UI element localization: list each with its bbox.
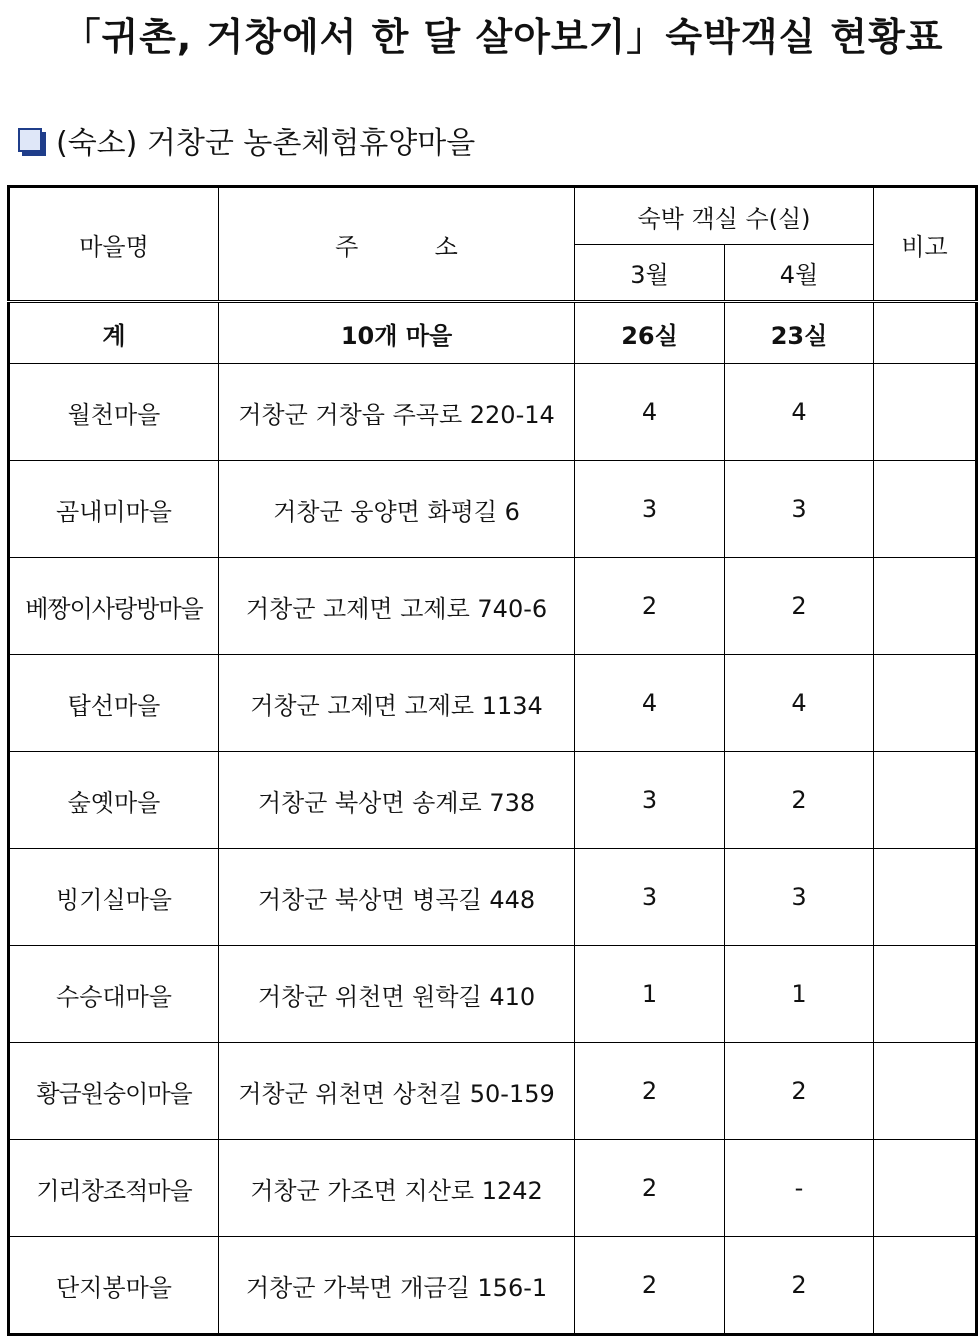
total-note [874, 302, 977, 364]
header-april: 4월 [725, 245, 874, 302]
rooms-april: 2 [725, 1043, 874, 1140]
table-row [9, 1043, 977, 1140]
rooms-april: 2 [725, 752, 874, 849]
village-name: 황금원숭이마을 [9, 1043, 219, 1140]
rooms-april: 3 [725, 461, 874, 558]
village-address: 거창군 위천면 원학길 410 [219, 946, 575, 1043]
village-name: 빙기실마을 [9, 849, 219, 946]
rooms-april: 3 [725, 849, 874, 946]
rooms-march: 2 [575, 1043, 725, 1140]
rooms-march: 4 [575, 655, 725, 752]
village-address: 거창군 북상면 병곡길 448 [219, 849, 575, 946]
village-name: 베짱이사랑방마을 [9, 558, 219, 655]
note-cell [874, 752, 977, 849]
village-address: 거창군 북상면 송계로 738 [219, 752, 575, 849]
table-row [9, 558, 977, 655]
note-cell [874, 1140, 977, 1237]
village-address: 거창군 고제면 고제로 740-6 [219, 558, 575, 655]
table-header-row [9, 187, 977, 245]
village-name: 월천마을 [9, 364, 219, 461]
rooms-table [7, 185, 978, 1336]
village-address: 거창군 고제면 고제로 1134 [219, 655, 575, 752]
header-village: 마을명 [9, 187, 219, 302]
section-label: (숙소) 거창군 농촌체험휴양마을 [56, 126, 476, 161]
total-label: 계 [9, 302, 219, 364]
checkbox-square-icon [18, 128, 42, 152]
village-name: 숲옛마을 [9, 752, 219, 849]
table-row [9, 946, 977, 1043]
table-row [9, 1140, 977, 1237]
rooms-april: - [725, 1140, 874, 1237]
page-title: 「귀촌, 거창에서 한 달 살아보기」숙박객실 현황표 [62, 15, 944, 59]
village-address: 거창군 거창읍 주곡로 220-14 [219, 364, 575, 461]
rooms-march: 1 [575, 946, 725, 1043]
village-name: 곰내미마을 [9, 461, 219, 558]
header-march: 3월 [575, 245, 725, 302]
rooms-march: 2 [575, 558, 725, 655]
rooms-march: 2 [575, 1237, 725, 1335]
rooms-april: 4 [725, 364, 874, 461]
table-row [9, 1237, 977, 1335]
table-row [9, 655, 977, 752]
village-address: 거창군 가조면 지산로 1242 [219, 1140, 575, 1237]
village-name: 단지봉마을 [9, 1237, 219, 1335]
total-address: 10개 마을 [219, 302, 575, 364]
table-row [9, 364, 977, 461]
header-address: 주 소 [219, 187, 575, 302]
note-cell [874, 558, 977, 655]
rooms-march: 3 [575, 849, 725, 946]
rooms-march: 2 [575, 1140, 725, 1237]
total-march: 26실 [575, 302, 725, 364]
rooms-april: 2 [725, 1237, 874, 1335]
village-name: 수승대마을 [9, 946, 219, 1043]
rooms-march: 4 [575, 364, 725, 461]
note-cell [874, 364, 977, 461]
note-cell [874, 655, 977, 752]
rooms-march: 3 [575, 752, 725, 849]
village-name: 기리창조적마을 [9, 1140, 219, 1237]
village-address: 거창군 웅양면 화평길 6 [219, 461, 575, 558]
table-row [9, 752, 977, 849]
rooms-april: 2 [725, 558, 874, 655]
table-total-row [9, 302, 977, 364]
note-cell [874, 849, 977, 946]
note-cell [874, 946, 977, 1043]
total-april: 23실 [725, 302, 874, 364]
table-row [9, 461, 977, 558]
rooms-april: 1 [725, 946, 874, 1043]
rooms-march: 3 [575, 461, 725, 558]
section-heading [18, 120, 475, 160]
note-cell [874, 1237, 977, 1335]
note-cell [874, 461, 977, 558]
note-cell [874, 1043, 977, 1140]
table-row [9, 849, 977, 946]
village-name: 탑선마을 [9, 655, 219, 752]
header-note: 비고 [874, 187, 977, 302]
rooms-april: 4 [725, 655, 874, 752]
header-rooms: 숙박 객실 수(실) [575, 187, 874, 245]
village-address: 거창군 가북면 개금길 156-1 [219, 1237, 575, 1335]
village-address: 거창군 위천면 상천길 50-159 [219, 1043, 575, 1140]
